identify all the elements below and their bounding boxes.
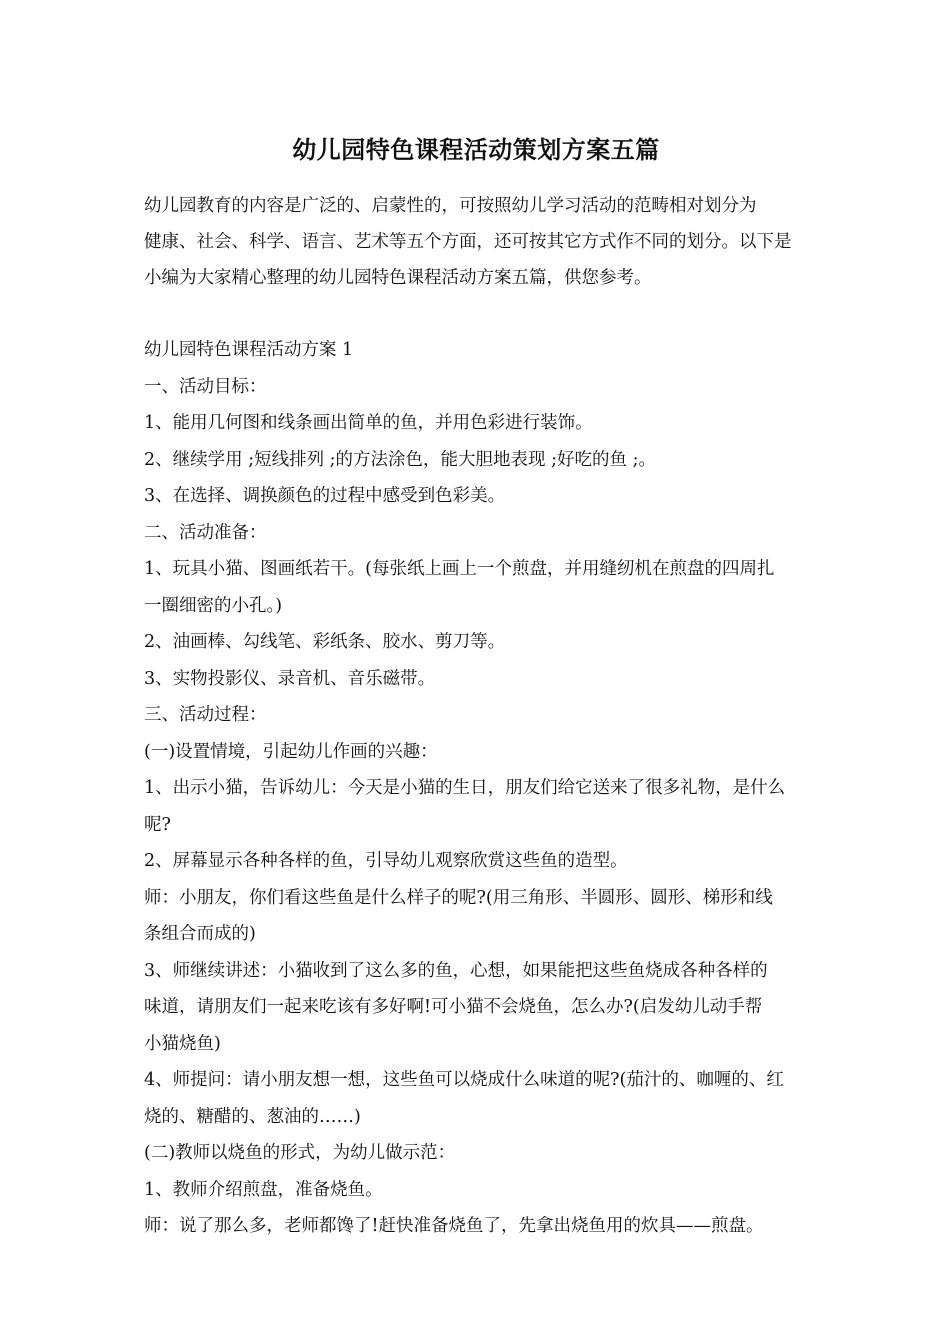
body-line: 师：小朋友，你们看这些鱼是什么样子的呢?(用三角形、半圆形、圆形、梯形和线 [144,887,773,908]
body-line: 4、师提问：请小朋友想一想，这些鱼可以烧成什么味道的呢?(茄汁的、咖喱的、红 [144,1070,784,1090]
section-heading: 幼儿园特色课程活动方案 1 [144,340,354,360]
body-line: 烧的、糖醋的、葱油的……) [144,1106,361,1127]
body-line: 一圈细密的小孔。) [144,595,283,616]
body-line: 2、油画棒、勾线笔、彩纸条、胶水、剪刀等。 [144,632,506,652]
body-line: 味道，请朋友们一起来吃该有多好啊!可小猫不会烧鱼，怎么办?(启发幼儿动手帮 [144,997,763,1017]
body-line: 小猫烧鱼) [144,1033,221,1054]
body-line: 条组合而成的) [144,924,256,944]
intro-paragraph [144,188,808,296]
document-page [144,130,808,1245]
body-line: 2、继续学用 ;短线排列 ;的方法涂色，能大胆地表现 ;好吃的鱼 ;。 [144,449,656,470]
body-line: 1、出示小猫，告诉幼儿：今天是小猫的生日，朋友们给它送来了很多礼物，是什么 [144,778,786,798]
body-line: 2、屏幕显示各种各样的鱼，引导幼儿观察欣赏这些鱼的造型。 [144,851,628,871]
intro-line: 小编为大家精心整理的幼儿园特色课程活动方案五篇，供您参考。 [144,268,652,288]
body-line: 1、玩具小猫、图画纸若干。(每张纸上画上一个煎盘，并用缝纫机在煎盘的四周扎 [144,559,775,579]
body-line: (二)教师以烧鱼的形式，为幼儿做示范： [144,1143,456,1163]
body-line: 3、师继续讲述：小猫收到了这么多的鱼，心想，如果能把这些鱼烧成各种各样的 [144,960,768,981]
body-line: 呢? [144,814,171,835]
intro-line: 幼儿园教育的内容是广泛的、启蒙性的，可按照幼儿学习活动的范畴相对划分为 [144,196,757,216]
body-line: 3、实物投影仪、录音机、音乐磁带。 [144,668,436,689]
document-title: 幼儿园特色课程活动策划方案五篇 [292,135,660,164]
intro-line: 健康、社会、科学、语言、艺术等五个方面，还可按其它方式作不同的划分。以下是 [144,232,792,252]
body-line: 二、活动准备： [144,522,267,543]
body-line: 三、活动过程： [144,705,267,725]
body-line: 师：说了那么多，老师都馋了!赶快准备烧鱼了，先拿出烧鱼用的炊具——煎盘。 [144,1216,764,1236]
body-line: 3、在选择、调换颜色的过程中感受到色彩美。 [144,486,506,506]
body-line: 1、教师介绍煎盘，准备烧鱼。 [144,1179,383,1200]
body-line: 1、能用几何图和线条画出简单的鱼，并用色彩进行装饰。 [144,413,593,433]
body-line: (一)设置情境，引起幼儿作画的兴趣： [144,741,438,762]
paragraph-gap [144,296,808,332]
document-body [144,332,808,1245]
body-line: 一、活动目标： [144,376,267,397]
